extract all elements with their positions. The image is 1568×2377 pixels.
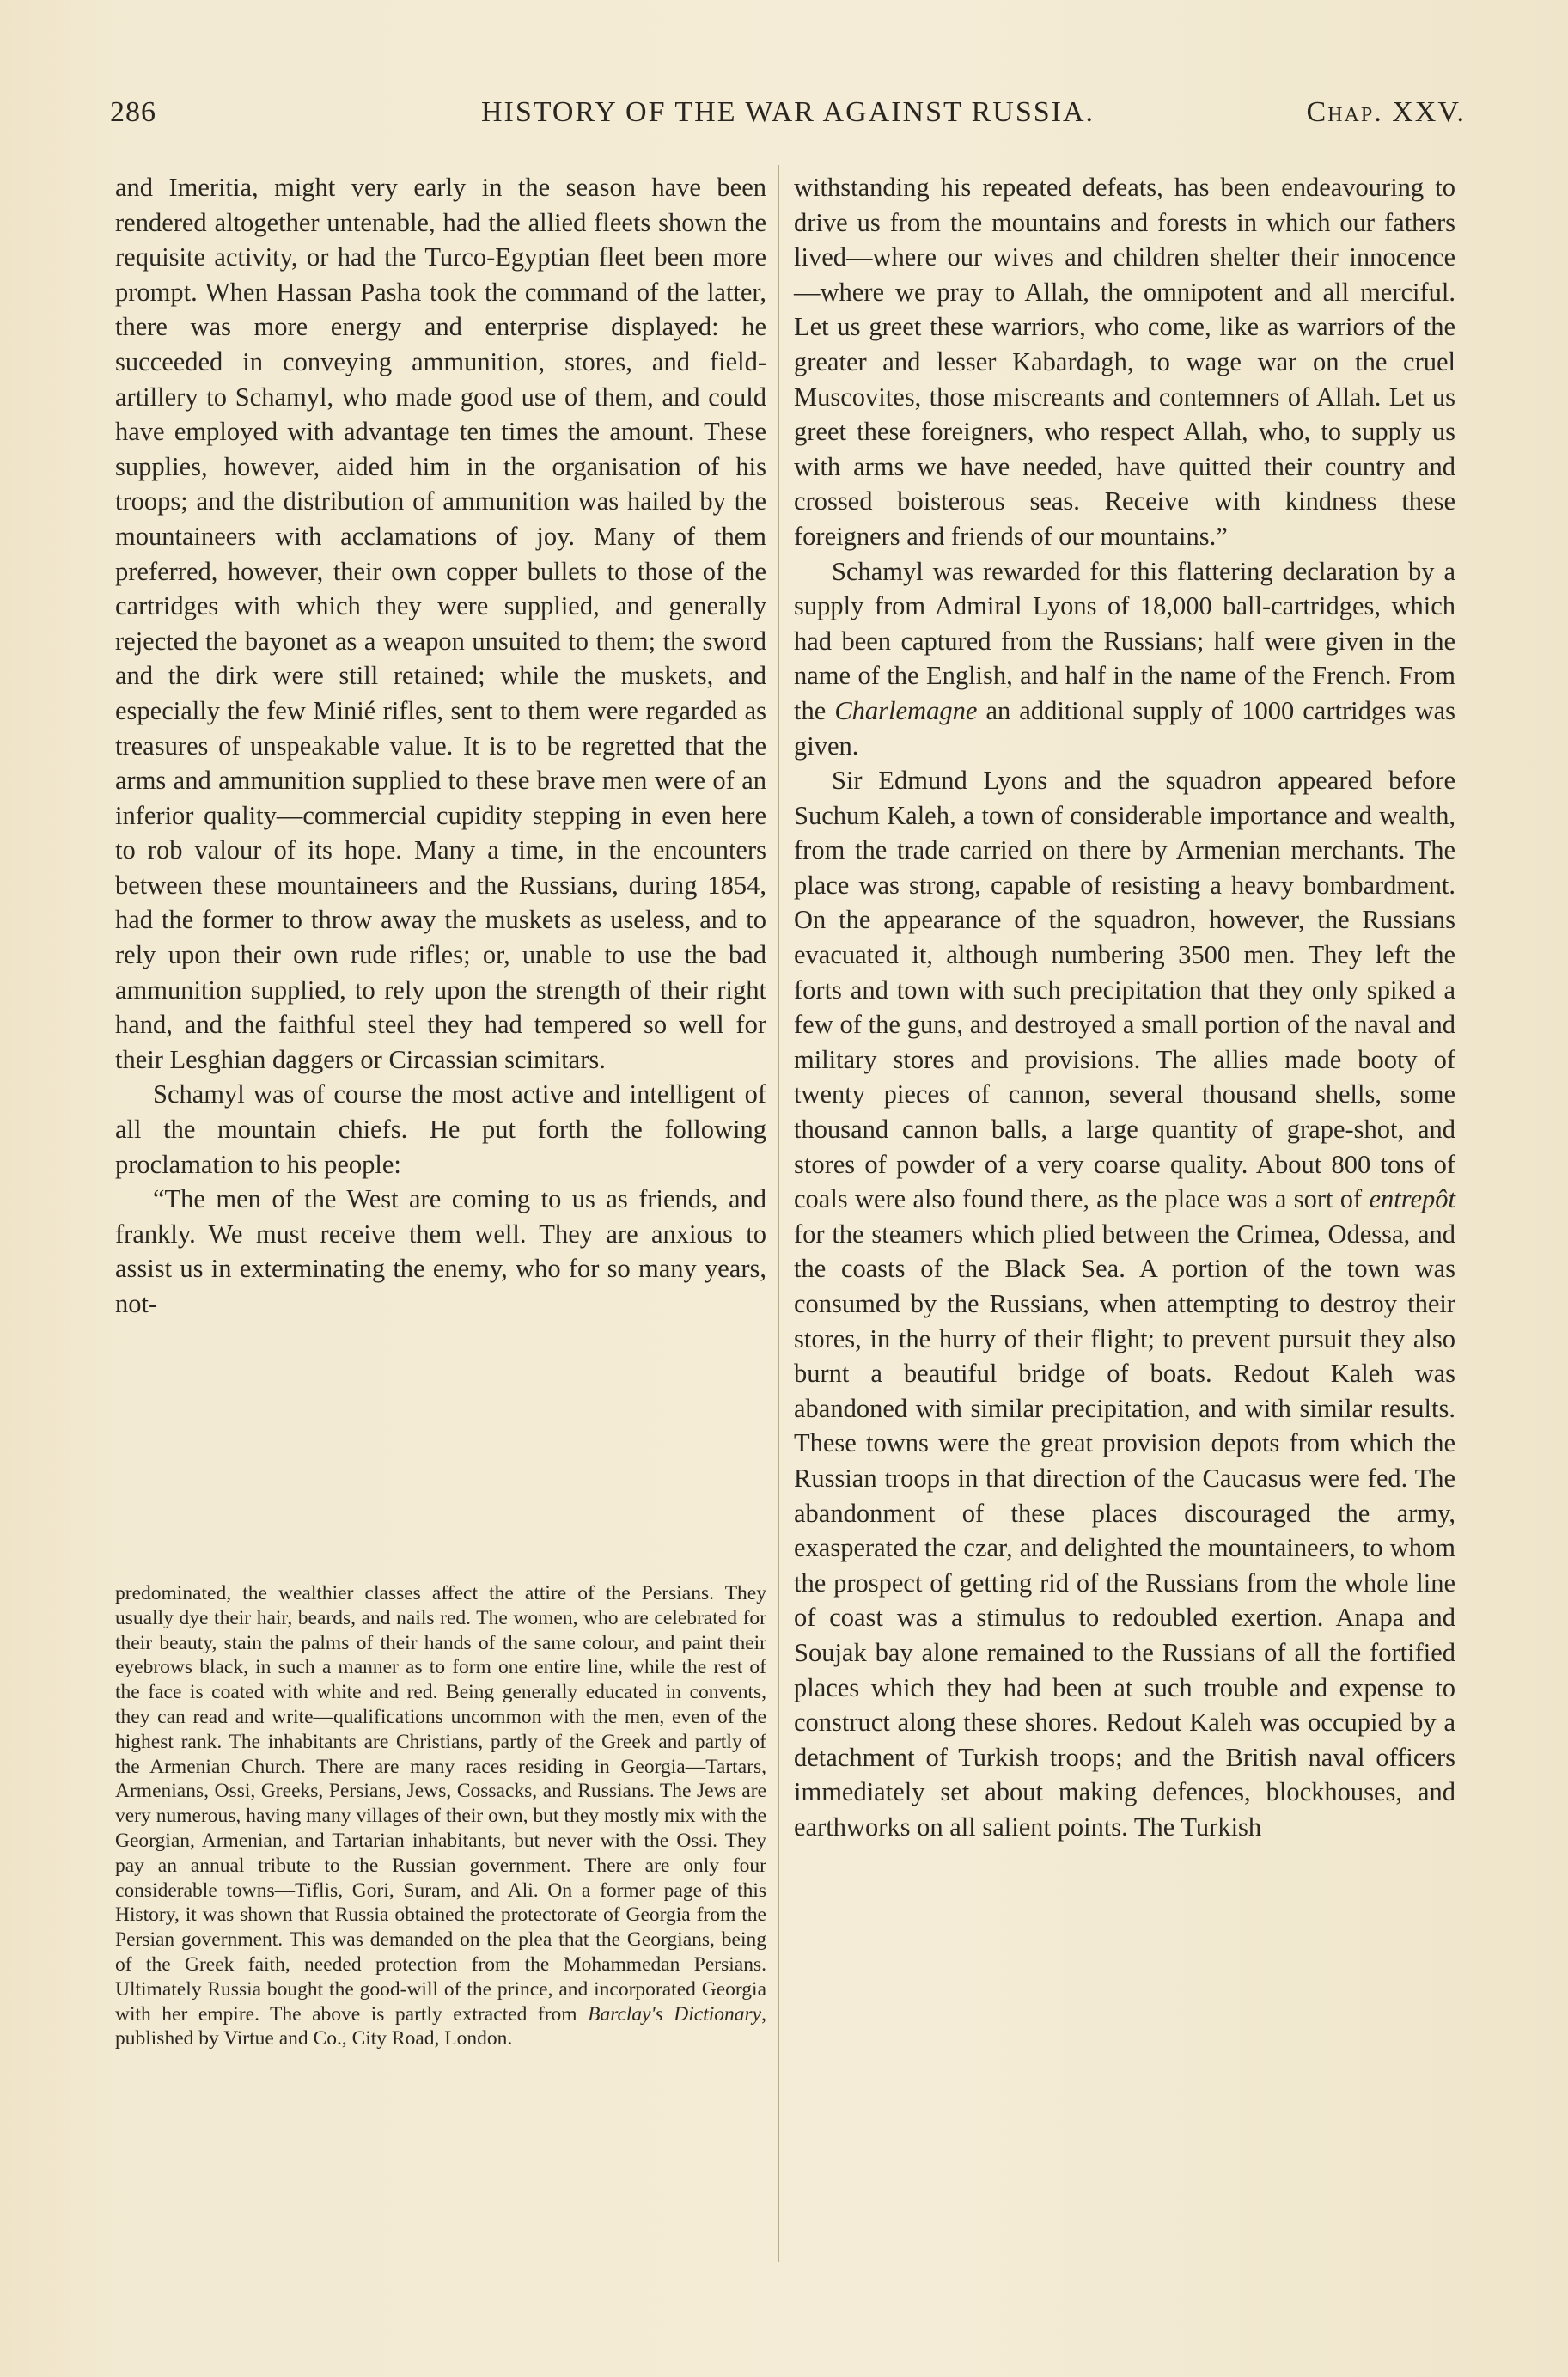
paragraph — [794, 554, 1455, 764]
footnote-text-before: predominated, the wealthier classes affect the attire of the Persians. They usually dye their hair, beards, and nails red. The women, who are celebrated for their beauty, stain the palms of their hands of the same colour, and paint their eyebrows black, in such a manner as to form one entire line, while the rest of the face is coated with white and red. Being generally educated in convents, they can read and write—qualifications uncommon with the men, even of the highest rank. The inhabitants are Christians, partly of the Greek and partly of the Armenian Church. There are many races residing in Georgia—Tartars, Armenians, Ossi, Greeks, Persians, Jews, Cossacks, and Russians. The Jews are very numerous, having many villages of their own, but they mostly mix with the Georgian, Armenian, and Tartarian inhabitants, but never with the Ossi. They pay an annual tribute to the Russian government. There are only four considerable towns—Tiflis, Gori, Suram, and Ali. On a former page of this History, it was shown that Russia obtained the protectorate of Georgia from the Persian government. This was demanded on the plea that the Georgians, being of the Greek faith, needed protection from the Mohammedan Persians. Ultimately Russia bought the good-will of the prince, and incorporated Georgia with her empire. The above is partly extracted from — [115, 1582, 766, 2026]
running-header — [110, 96, 1466, 131]
running-title: HISTORY OF THE WAR AGAINST RUSSIA. — [480, 96, 1095, 128]
paragraph — [794, 763, 1455, 1844]
paragraph-text: Sir Edmund Lyons and the squadron appeared before Suchum Kaleh, a town of considerable importance and wealth, from the trade carried on there by Armenian merchants. The place was strong, capable of resisting a heavy bombardment. On the appearance of the squadron, however, the Russians evacuated it, although numbering 3500 men. They left the forts and town with such precipitation that they only spiked a few of the guns, and destroyed a small portion of the naval and military stores and provisions. The allies made booty of twenty pieces of cannon, several thousand shells, some thousand cannon balls, a large quantity of grape-shot, and stores of powder of a very coarse quality. About 800 tons of coals were also found there, as the place was a sort of — [794, 766, 1455, 1214]
paragraph: Schamyl was of course the most active and intelligent of all the mountain chiefs. He put forth the following proclamation to his people: — [115, 1079, 766, 1179]
page-number: 286 — [110, 96, 156, 128]
paragraph-text: for the steamers which plied between the Crimea, Odessa, and the coasts of the Black Sea. A portion of the town was consumed by the Russians, when attempting to destroy their stores, in the hurry of their flight; to prevent pursuit they also burnt a beautiful bridge of boats. Redout Kaleh was abandoned with similar precipitation, and with similar results. These towns were the great provision depots from which the Russian troops in that direction of the Caucasus were fed. The abandonment of these places discouraged the army, exasperated the czar, and delighted the mountaineers, to whom the prospect of getting rid of the Russians from the whole line of coast was a stimulus to redoubled exertion. Anapa and Soujak bay alone remained to the Russians of all the fortified places which they had been at such trouble and expense to construct along these shores. Redout Kaleh was occupied by a detachment of Turkish troops; and the British naval officers immediately set about making defences, blockhouses, and earthworks on all salient points. The Turkish — [794, 1219, 1455, 1842]
proclamation-continued: withstanding his repeated defeats, has been endeavouring to drive us from the mountains and forests in which our fathers lived—where our wives and children shelter their innocence —where we pray to Allah, the omnipotent and all merciful. Let us greet these warriors, who come, like as warriors of the greater and lesser Kabardagh, to wage war on the cruel Muscovites, those miscreants and contemners of Allah. Let us greet these foreigners, who respect Allah, who, to supply us with arms we have needed, have quitted their country and crossed boisterous seas. Receive with kindness these foreigners and friends of our mountains.” — [794, 173, 1455, 551]
paragraph: and Imeritia, might very early in the season have been rendered altogether untenable, had the allied fleets shown the requisite activity, or had the Turco-Egyptian fleet been more prompt. When Hassan Pasha took the command of the latter, there was more energy and enterprise displayed: he succeeded in conveying ammunition, stores, and field-artillery to Schamyl, who made good use of them, and could have employed with advantage ten times the amount. These supplies, however, aided him in the organisation of his troops; and the distribution of ammunition was hailed by the mountaineers with acclamations of joy. Many of them preferred, however, their own copper bullets to those of the cartridges with which they were supplied, and generally rejected the bayonet as a weapon unsuited to them; the sword and the dirk were still retained; while the muskets, and especially the few Minié rifles, sent to them were regarded as treasures of unspeakable value. It is to be regretted that the arms and ammunition supplied to these brave men were of an inferior quality—commercial cupidity stepping in even here to rob valour of its hope. Many a time, in the encounters between these mountaineers and the Russians, during 1854, had the former to throw away the muskets as useless, and to rely upon their own rude rifles; or, unable to use the bad ammunition supplied, to rely upon the strength of their right hand, and the faithful steel they had tempered so well for their Lesghian daggers or Circassian scimitars. — [115, 173, 766, 1074]
paragraph-text: an additional supply of 1000 cartridges was given. — [794, 695, 1455, 761]
right-column — [794, 170, 1455, 1845]
italic-term: entrepôt — [1369, 1184, 1455, 1214]
paragraph-text: Schamyl was rewarded for this flattering declaration by a supply from Admiral Lyons of 18,000 ball-cartridges, which had been captured from the Russians; half were given in the name of the English, and half in the name of the French. From the — [794, 556, 1455, 725]
footnote-citation: Barclay's Dictionary — [588, 2002, 762, 2026]
left-column — [115, 170, 766, 1322]
ship-name: Charlemagne — [834, 695, 978, 725]
footnote-text-after: , published by Virtue and Co., City Road, London. — [115, 2002, 766, 2050]
footnote-text — [115, 1581, 766, 2051]
footnote — [115, 1581, 766, 2051]
proclamation-start: “The men of the West are coming to us as friends, and frankly. We must receive them well. They are anxious to assist us in exterminating the enemy, who for so many years, not- — [115, 1184, 766, 1318]
column-divider — [778, 165, 779, 2262]
chapter-label: Chap. XXV. — [1306, 96, 1466, 128]
